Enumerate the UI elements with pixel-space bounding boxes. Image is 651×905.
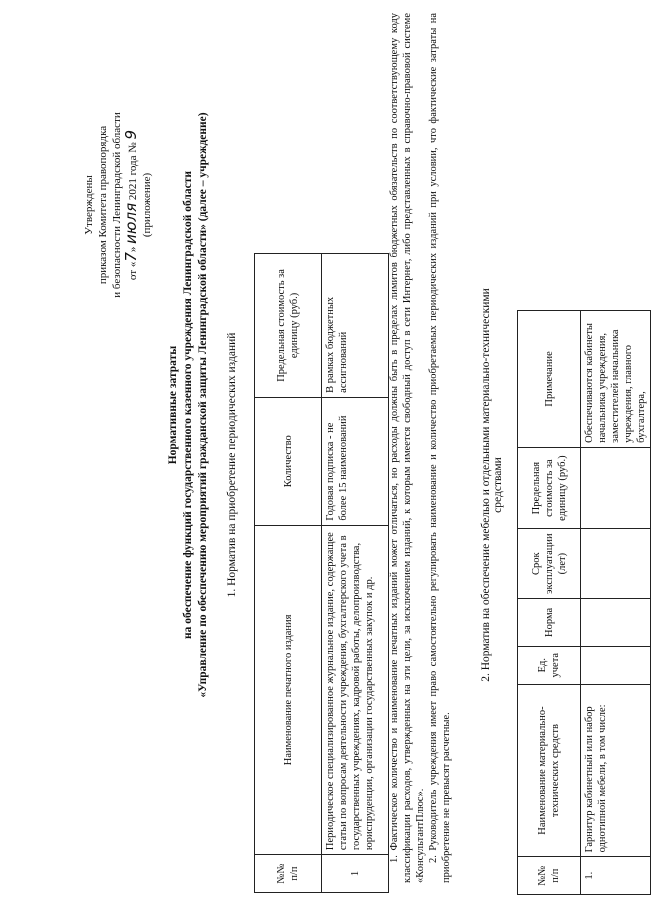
col-header-term: Срок эксплуатации (лет): [518, 529, 581, 599]
col-header-note: Примечание: [518, 311, 581, 448]
col-header-name: Наименование материально-технических средств: [518, 684, 581, 857]
note-2: 2. Руководитель учреждения имеет право самостоятельно регулировать наименование и количество приобретаемых периодических изданий при условии, что фактические затраты на приобретение не превысят расчетные.: [428, 13, 452, 883]
cell-num: 1: [322, 855, 389, 893]
col-header-norm: Норма: [518, 598, 581, 646]
note-1: 1. Фактическое количество и наименование печатных изданий может отличаться, но расходы должны быть в пределах лимитов бюджетных обязательств по соответствующему коду классификации расходов, утвержденных на эти цели, за исключением изданий, к которым имеется свободный доступ в сети Интернет, либо представленных в справочно-правовой системе «КонсультантПлюс».: [389, 13, 426, 883]
periodicals-table: [254, 253, 389, 893]
table-header-row: [518, 311, 581, 895]
approval-date-line: [124, 55, 140, 355]
section2-heading: 2. Норматив на обеспечение мебелью и отдельными материально-техническими средствами: [480, 288, 504, 682]
cell-norm: [581, 598, 651, 646]
date-prefix: от «: [127, 261, 139, 281]
table-header-row: [255, 254, 322, 893]
cell-unit: [581, 646, 651, 684]
cell-qty: Годовая подписка - не более 15 наименований: [322, 397, 389, 525]
section1-heading: 1. Норматив на приобретение периодических изданий: [226, 332, 238, 598]
col-header-qty: Количество: [255, 397, 322, 525]
document-title: [166, 85, 211, 725]
date-year: 2021 года №: [127, 142, 139, 201]
col-header-num: №№ п/п: [255, 855, 322, 893]
order-number-handwritten: 9: [122, 129, 140, 140]
cell-term: [581, 529, 651, 599]
col-header-num: №№ п/п: [518, 857, 581, 895]
col-header-name: Наименование печатного издания: [255, 525, 322, 854]
approval-stamp: [82, 55, 154, 355]
title-line1: Нормативные затраты: [167, 345, 179, 465]
cell-price: [581, 447, 651, 529]
table-row: [322, 254, 389, 893]
cell-note: Обеспечиваются кабинеты начальника учреждения, заместителей начальника учреждения, главного бухгалтера,: [581, 311, 651, 448]
approval-line2: приказом Комитета правопорядка: [97, 125, 109, 285]
date-month-handwritten: июля: [122, 202, 140, 244]
col-header-price: Предельная стоимость за единицу (руб.): [255, 254, 322, 398]
approval-line3: и безопасности Ленинградской области: [111, 112, 123, 298]
col-header-unit: Ед. учета: [518, 646, 581, 684]
approval-line1: Утверждены: [83, 175, 95, 235]
cell-name: Гарнитур кабинетный или набор однотипной мебели, в том числе:: [581, 684, 651, 857]
table-row: [581, 311, 651, 895]
cell-price: В рамках бюджетных ассигнований: [322, 254, 389, 398]
title-line3: «Управление по обеспечению мероприятий гражданской защиты Ленинградской области» (далее – учреждение): [197, 112, 209, 698]
date-day-handwritten: 7: [122, 252, 140, 262]
furniture-table: [517, 310, 651, 895]
cell-name: Периодическое специализированное журнальное издание, содержащее статьи по вопросам деятельности учреждения, бухгалтерского учета в государственных учреждениях, кадровой работы, делопроизводства, юриспруденции, организации государственных закупок и др.: [322, 525, 389, 854]
cell-num: 1.: [581, 857, 651, 895]
title-line2: на обеспечение функций государственного казенного учреждения Ленинградской области: [182, 171, 194, 640]
notes: [388, 13, 453, 883]
approval-line5: (приложение): [141, 172, 153, 238]
col-header-price: Предельная стоимость за единицу (руб.): [518, 447, 581, 529]
date-mid: »: [127, 246, 139, 253]
